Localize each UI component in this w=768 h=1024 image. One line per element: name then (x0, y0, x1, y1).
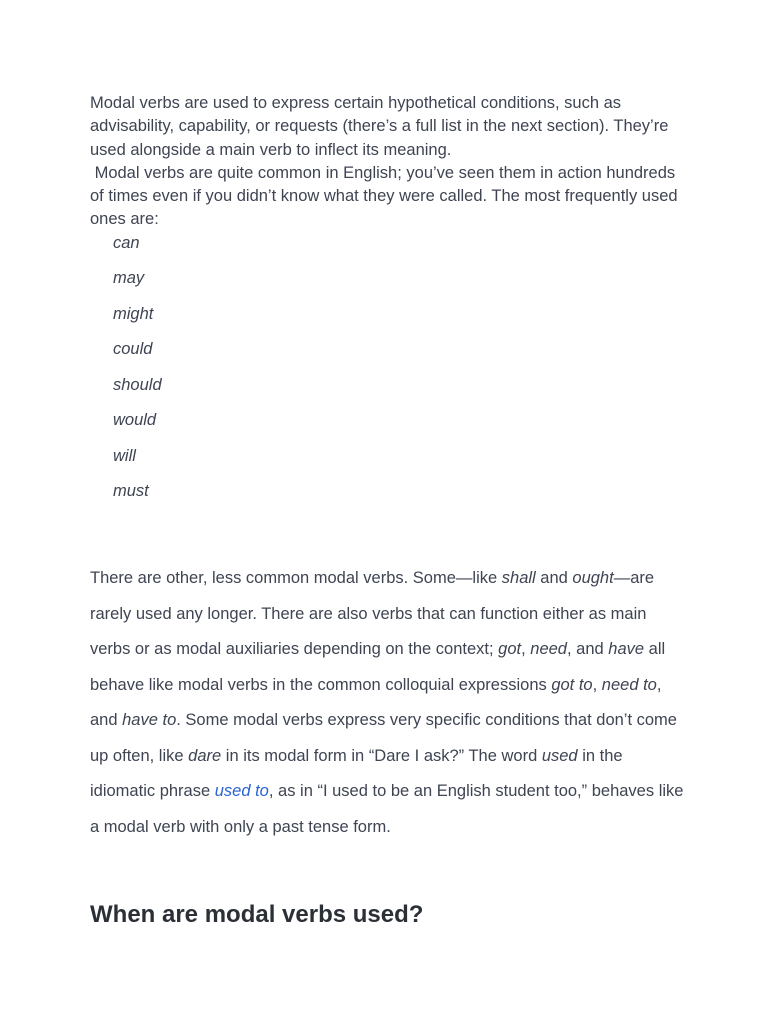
list-item: may (113, 269, 145, 288)
text-run: , and (567, 640, 609, 658)
list-item: could (113, 340, 153, 359)
example-word-need: need (530, 640, 567, 658)
used-to-link[interactable]: used to (214, 782, 269, 800)
list-item: must (113, 482, 149, 501)
intro-line-2: Modal verbs are quite common in English; you’ve seen them in action hundreds of times even if you didn’t know what they were called. The most frequently used ones are: (90, 163, 678, 229)
less-common-modals-paragraph (90, 561, 690, 845)
example-word-have: have (608, 640, 645, 658)
text-run: —are rarely used any longer. There are also verbs that can function either as main verbs or as modal auxiliaries depending on the context; (90, 569, 655, 658)
list-item: would (113, 411, 157, 430)
text-run: , and (90, 675, 662, 729)
intro-paragraph (90, 92, 690, 232)
example-word-dare: dare (188, 746, 222, 765)
intro-line-1: Modal verbs are used to express certain hypothetical conditions, such as advisability, capability, or requests (there’s a full list in the next section). They’re used alongside a main verb to inflect its meaning. (90, 94, 669, 159)
text-run: in its modal form in “Dare I ask?” The word (221, 746, 542, 765)
example-phrase-got-to: got to (551, 675, 593, 694)
list-item: should (113, 375, 162, 394)
example-word-shall: shall (501, 569, 536, 587)
section-heading: When are modal verbs used? (90, 901, 424, 928)
list-item: will (113, 446, 136, 465)
modal-verb-list (90, 232, 690, 516)
list-item: can (113, 233, 140, 252)
example-word-got: got (498, 640, 522, 658)
text-run: , as in “I used to be an English student too,” behaves like a modal verb with only a past tense form. (90, 782, 684, 836)
example-phrase-have-to: have to (122, 711, 177, 729)
list-item: might (113, 304, 154, 323)
text-run: , (592, 675, 602, 694)
text-run: all behave like modal verbs in the common colloquial expressions (90, 640, 666, 694)
text-run: in the idiomatic phrase (90, 746, 623, 800)
text-run: . Some modal verbs express very specific conditions that don’t come up often, like (90, 711, 677, 765)
text-run: and (535, 569, 573, 587)
text-run: , (521, 640, 531, 658)
article-body (90, 92, 690, 928)
text-run: There are other, less common modal verbs. Some—like (90, 569, 502, 587)
example-word-used: used (541, 746, 578, 765)
example-word-ought: ought (572, 569, 614, 587)
example-phrase-need-to: need to (601, 675, 657, 694)
